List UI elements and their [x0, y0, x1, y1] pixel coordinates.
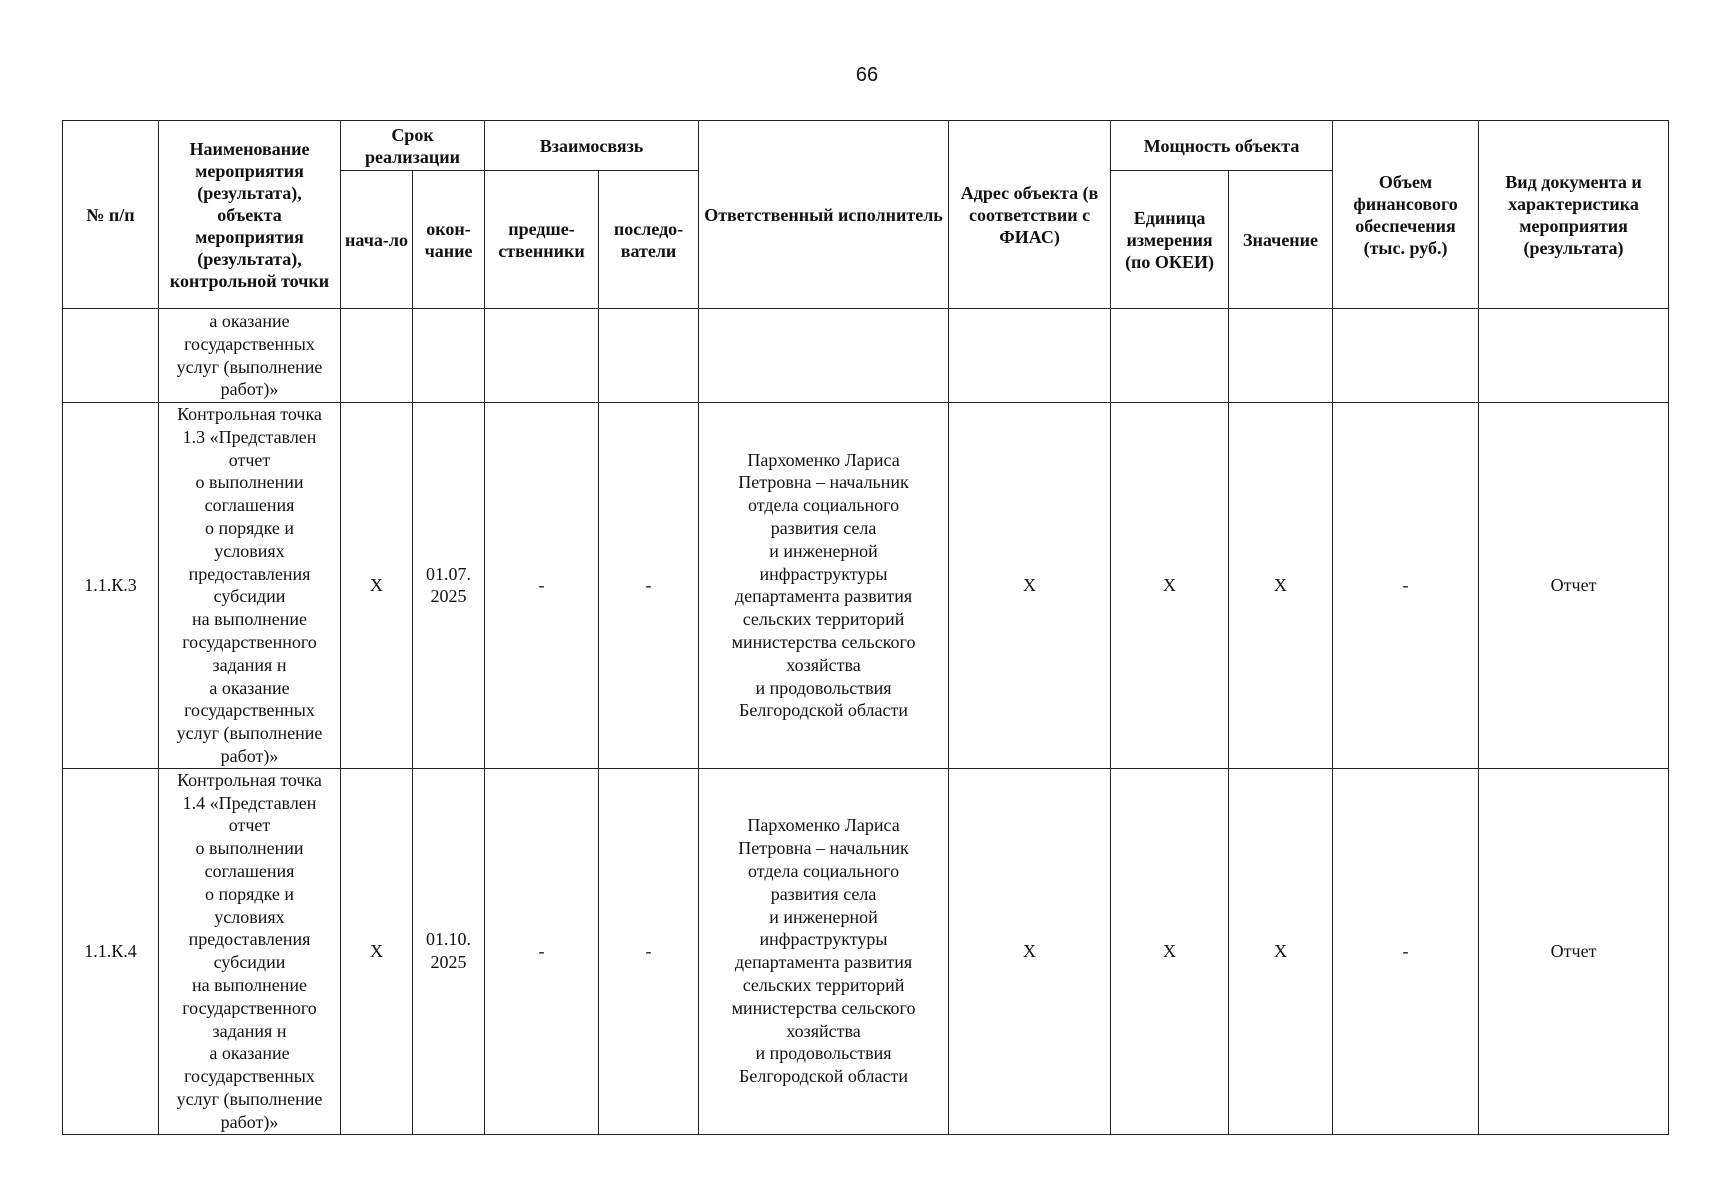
cell-end: 01.07. 2025: [413, 403, 485, 769]
cell-doc: Отчет: [1479, 768, 1669, 1134]
cell-name: а оказание государственных услуг (выполнение работ)»: [159, 309, 341, 403]
cell-executor: Пархоменко Лариса Петровна – начальник отдела социального развития села и инженерной инфраструктуры департамента развития сельских территорий министерства сельского хозяйства и продовольствия Белгородской области: [699, 403, 949, 769]
cell-unit: X: [1111, 403, 1229, 769]
plan-table: [62, 120, 1669, 1135]
cell-predecessors: -: [485, 403, 599, 769]
cell-start: X: [341, 403, 413, 769]
header-successors: последо-ватели: [599, 171, 699, 309]
cell-address: X: [949, 403, 1111, 769]
header-term: Срок реализации: [341, 121, 485, 171]
cell-successors: [599, 309, 699, 403]
table-row: [63, 768, 1669, 1134]
cell-finance: -: [1333, 768, 1479, 1134]
cell-start: X: [341, 768, 413, 1134]
table-row: [63, 403, 1669, 769]
cell-value: [1229, 309, 1333, 403]
cell-end: 01.10. 2025: [413, 768, 485, 1134]
cell-successors: -: [599, 403, 699, 769]
cell-address: X: [949, 768, 1111, 1134]
cell-successors: -: [599, 768, 699, 1134]
cell-finance: -: [1333, 403, 1479, 769]
cell-value: X: [1229, 403, 1333, 769]
header-predecessors: предше-ственники: [485, 171, 599, 309]
header-name: Наименование мероприятия (результата), объекта мероприятия (результата), контрольной точки: [159, 121, 341, 309]
cell-end: [413, 309, 485, 403]
cell-name: Контрольная точка 1.3 «Представлен отчет о выполнении соглашения о порядке и условиях предоставления субсидии на выполнение государственного задания н а оказание государственных услуг (выполнение работ)»: [159, 403, 341, 769]
cell-num: 1.1.К.3: [63, 403, 159, 769]
cell-doc: [1479, 309, 1669, 403]
cell-predecessors: [485, 309, 599, 403]
header-unit: Единица измерения (по ОКЕИ): [1111, 171, 1229, 309]
cell-address: [949, 309, 1111, 403]
page-number: 66: [855, 64, 879, 86]
header-term-end: окон-чание: [413, 171, 485, 309]
cell-doc: Отчет: [1479, 403, 1669, 769]
cell-predecessors: -: [485, 768, 599, 1134]
header-capacity: Мощность объекта: [1111, 121, 1333, 171]
cell-unit: [1111, 309, 1229, 403]
header-term-start: нача-ло: [341, 171, 413, 309]
cell-executor: [699, 309, 949, 403]
cell-finance: [1333, 309, 1479, 403]
header-num: № п/п: [63, 121, 159, 309]
cell-start: [341, 309, 413, 403]
header-finance: Объем финансового обеспечения (тыс. руб.): [1333, 121, 1479, 309]
header-executor: Ответственный исполнитель: [699, 121, 949, 309]
cell-num: 1.1.К.4: [63, 768, 159, 1134]
cell-unit: X: [1111, 768, 1229, 1134]
header-doc: Вид документа и характеристика мероприятия (результата): [1479, 121, 1669, 309]
header-value: Значение: [1229, 171, 1333, 309]
cell-executor: Пархоменко Лариса Петровна – начальник отдела социального развития села и инженерной инфраструктуры департамента развития сельских территорий министерства сельского хозяйства и продовольствия Белгородской области: [699, 768, 949, 1134]
header-relation: Взаимосвязь: [485, 121, 699, 171]
table-row-continuation: [63, 309, 1669, 403]
cell-name: Контрольная точка 1.4 «Представлен отчет о выполнении соглашения о порядке и условиях предоставления субсидии на выполнение государственного задания н а оказание государственных услуг (выполнение работ)»: [159, 768, 341, 1134]
cell-value: X: [1229, 768, 1333, 1134]
cell-num: [63, 309, 159, 403]
header-address: Адрес объекта (в соответствии с ФИАС): [949, 121, 1111, 309]
